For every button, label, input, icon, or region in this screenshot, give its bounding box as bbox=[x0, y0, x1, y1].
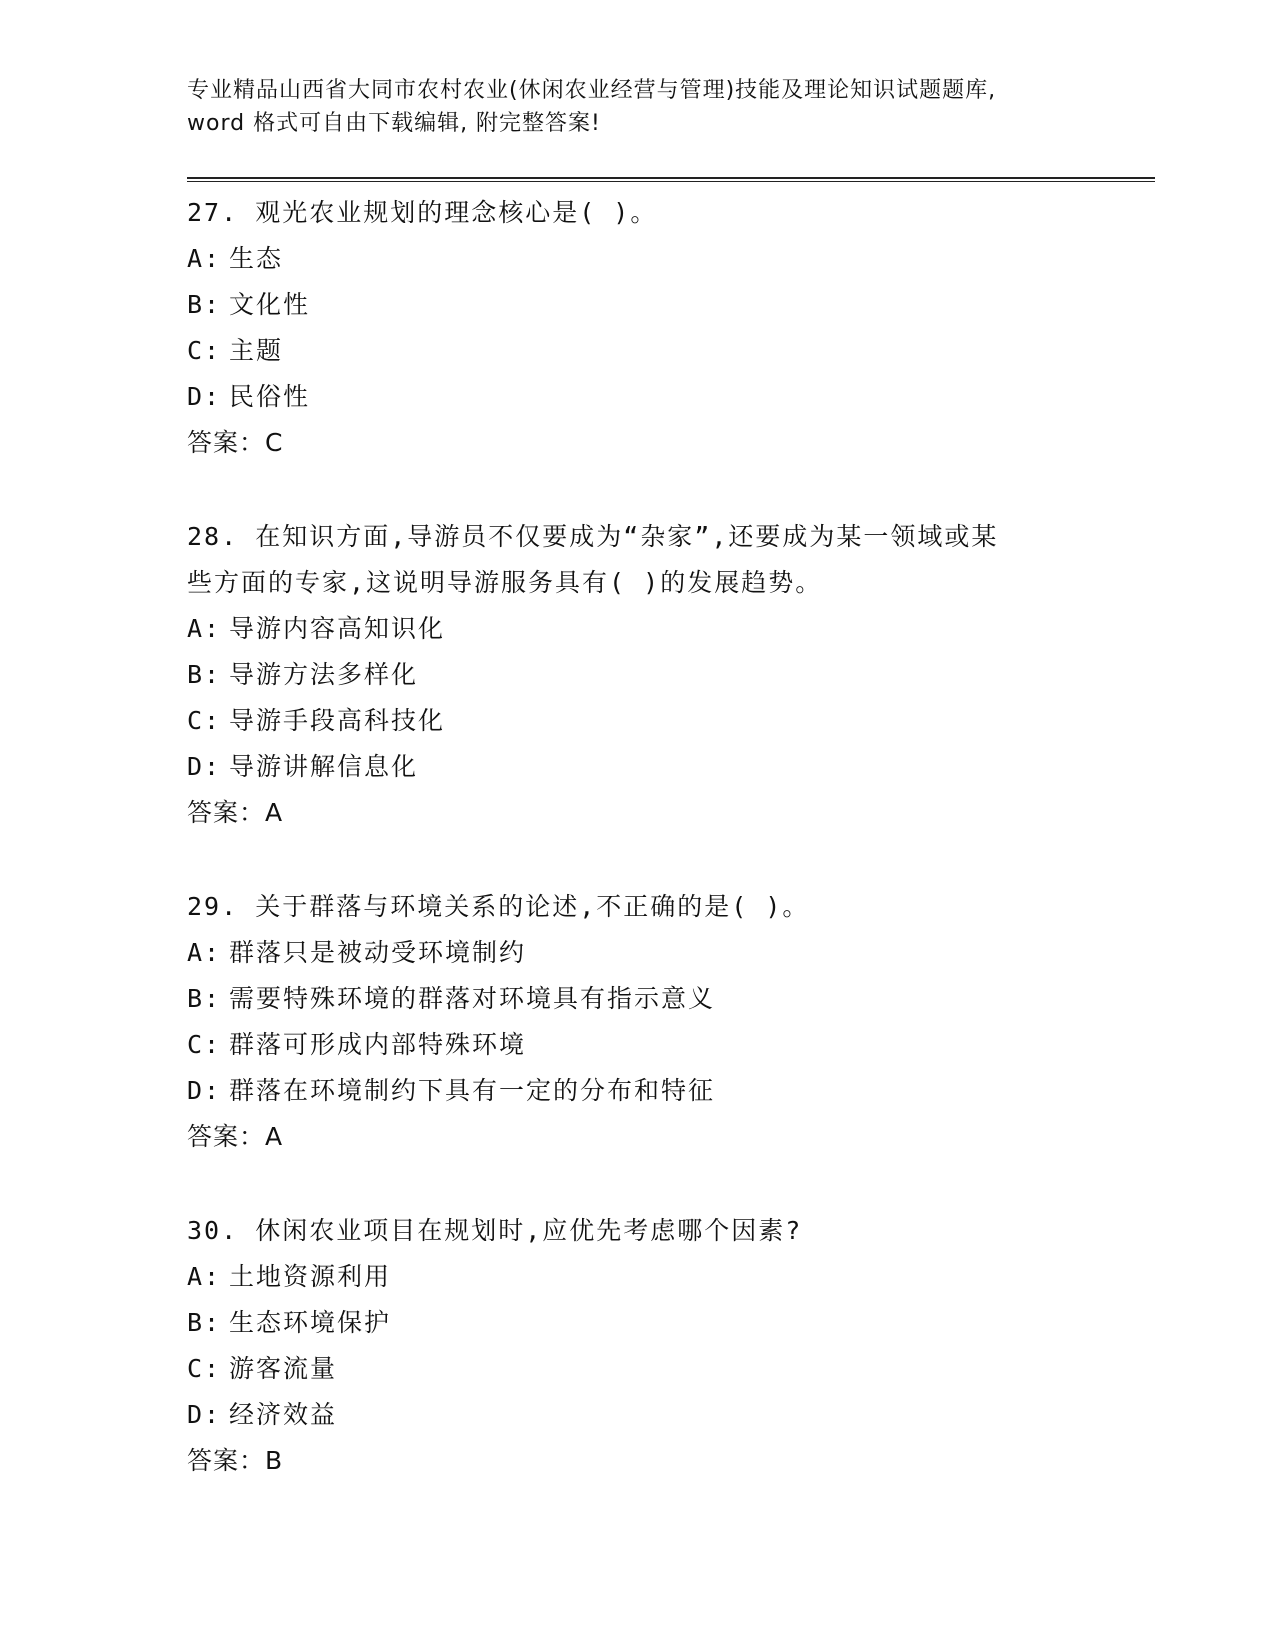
option-key: D: bbox=[187, 1076, 222, 1105]
answer-option bbox=[187, 1254, 1087, 1300]
answer-option bbox=[187, 606, 1087, 652]
option-key: B: bbox=[187, 984, 222, 1013]
header-title-line-2: word 格式可自由下载编辑, 附完整答案! bbox=[187, 111, 601, 136]
answer-option bbox=[187, 236, 1087, 282]
option-text: 土地资源利用 bbox=[229, 1262, 392, 1291]
option-key: C: bbox=[187, 1354, 222, 1383]
question-text: 30. 休闲农业项目在规划时,应优先考虑哪个因素? bbox=[187, 1216, 803, 1245]
option-text: 生态环境保护 bbox=[229, 1308, 392, 1337]
option-text: 导游方法多样化 bbox=[229, 660, 419, 689]
option-key: A: bbox=[187, 938, 222, 967]
answer-option bbox=[187, 930, 1087, 976]
answer-key: 答案：B bbox=[187, 1446, 284, 1475]
option-text: 主题 bbox=[229, 336, 284, 365]
option-key: A: bbox=[187, 244, 222, 273]
answer-option bbox=[187, 744, 1087, 790]
option-key: C: bbox=[187, 336, 222, 365]
option-text: 群落只是被动受环境制约 bbox=[229, 938, 527, 967]
question-text: 29. 关于群落与环境关系的论述,不正确的是( )。 bbox=[187, 892, 810, 921]
option-text: 导游内容高知识化 bbox=[229, 614, 446, 643]
question-text: 27. 观光农业规划的理念核心是( )。 bbox=[187, 198, 658, 227]
option-text: 生态 bbox=[229, 244, 284, 273]
answer-option bbox=[187, 1346, 1087, 1392]
option-key: C: bbox=[187, 706, 222, 735]
question-text: 些方面的专家,这说明导游服务具有( )的发展趋势。 bbox=[187, 568, 823, 597]
option-text: 游客流量 bbox=[229, 1354, 338, 1383]
answer-option bbox=[187, 976, 1087, 1022]
question-block bbox=[187, 1208, 1087, 1484]
option-key: B: bbox=[187, 290, 222, 319]
option-text: 群落在环境制约下具有一定的分布和特征 bbox=[229, 1076, 716, 1105]
option-key: D: bbox=[187, 382, 222, 411]
answer-option bbox=[187, 1068, 1087, 1114]
option-text: 需要特殊环境的群落对环境具有指示意义 bbox=[229, 984, 716, 1013]
option-text: 导游讲解信息化 bbox=[229, 752, 419, 781]
option-text: 导游手段高科技化 bbox=[229, 706, 446, 735]
answer-option bbox=[187, 1392, 1087, 1438]
option-text: 民俗性 bbox=[229, 382, 311, 411]
question-block bbox=[187, 190, 1087, 466]
answer-option bbox=[187, 698, 1087, 744]
option-text: 文化性 bbox=[229, 290, 311, 319]
option-key: D: bbox=[187, 752, 222, 781]
answer-key: 答案：C bbox=[187, 428, 284, 457]
answer-option bbox=[187, 1022, 1087, 1068]
answer-key: 答案：A bbox=[187, 798, 284, 827]
document-header bbox=[187, 74, 1087, 140]
header-divider bbox=[187, 177, 1155, 182]
option-key: D: bbox=[187, 1400, 222, 1429]
option-key: A: bbox=[187, 614, 222, 643]
answer-option bbox=[187, 1300, 1087, 1346]
option-text: 经济效益 bbox=[229, 1400, 338, 1429]
question-text: 28. 在知识方面,导游员不仅要成为“杂家”,还要成为某一领域或某 bbox=[187, 522, 999, 551]
answer-option bbox=[187, 374, 1087, 420]
answer-option bbox=[187, 652, 1087, 698]
question-block bbox=[187, 514, 1087, 836]
option-key: C: bbox=[187, 1030, 222, 1059]
option-text: 群落可形成内部特殊环境 bbox=[229, 1030, 527, 1059]
question-list bbox=[187, 190, 1087, 1532]
answer-option bbox=[187, 328, 1087, 374]
option-key: B: bbox=[187, 1308, 222, 1337]
header-title-line-1: 专业精品山西省大同市农村农业(休闲农业经营与管理)技能及理论知识试题题库, bbox=[187, 78, 997, 103]
option-key: B: bbox=[187, 660, 222, 689]
option-key: A: bbox=[187, 1262, 222, 1291]
answer-key: 答案：A bbox=[187, 1122, 284, 1151]
answer-option bbox=[187, 282, 1087, 328]
question-block bbox=[187, 884, 1087, 1160]
